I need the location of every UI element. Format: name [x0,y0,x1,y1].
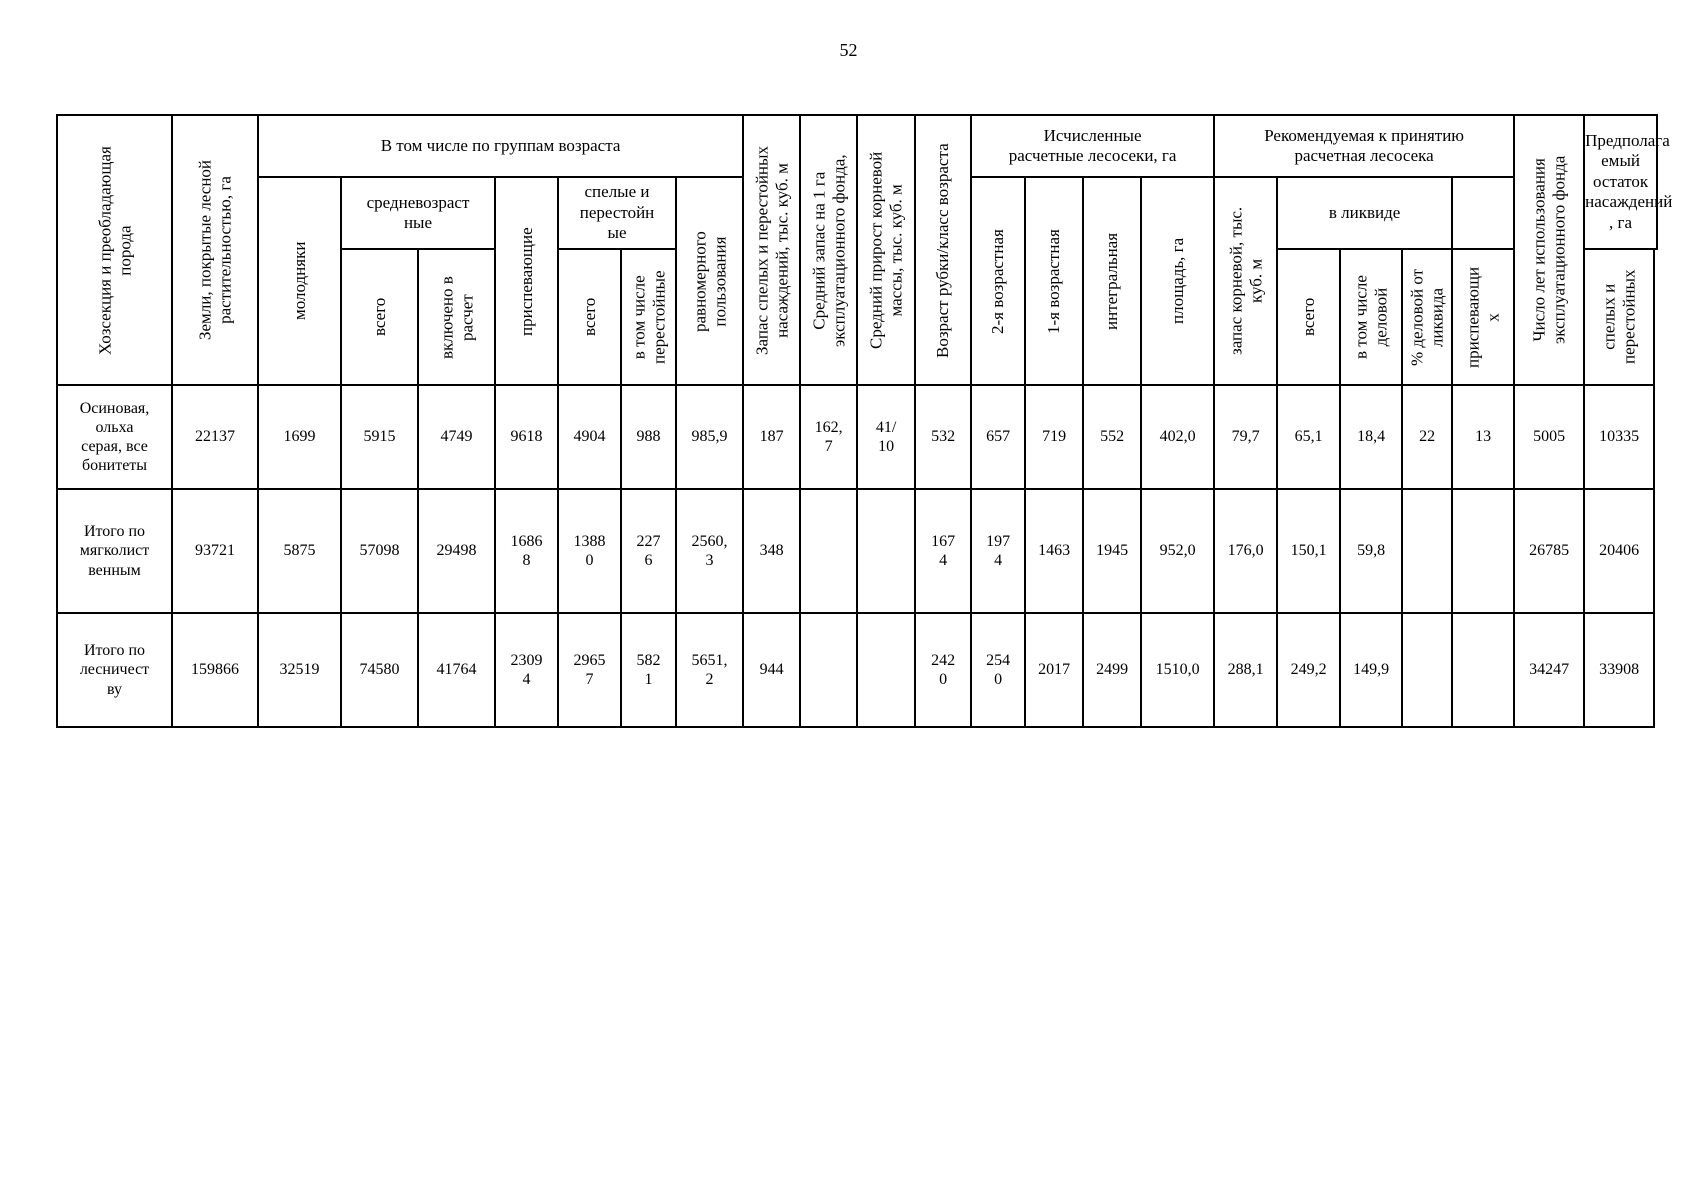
table-cell: 59,8 [1340,489,1402,613]
table-row [57,613,1657,727]
header-prispevayushchie: приспевающие [495,177,558,385]
header-vozrast-rubki: Возраст рубки/класс возраста [915,115,971,385]
header-pervaya-vozrastnaya: 1-я возрастная [1025,177,1083,385]
table-row [57,385,1657,489]
header-ostatok-prisp: приспевающи х [1452,249,1514,385]
header-ostatok: Предполага емый остаток насаждений , га [1584,115,1657,249]
header-srednevozrast: средневозраст ные [341,177,495,249]
table-cell: 985,9 [676,385,743,489]
table-cell: 2560, 3 [676,489,743,613]
table-cell [1402,489,1452,613]
table-cell: 1510,0 [1141,613,1214,727]
table-cell: 162, 7 [800,385,857,489]
table-cell: 4749 [418,385,495,489]
table-cell: 176,0 [1214,489,1277,613]
table-cell: 13 [1452,385,1514,489]
table-cell [1402,613,1452,727]
header-sredniy-prirost: Средний прирост корневой массы, тыс. куб. м [857,115,915,385]
table-cell: 26785 [1514,489,1584,613]
table-cell: 402,0 [1141,385,1214,489]
header-molodnyaki: молодняки [258,177,341,385]
header-sredniy-zapas: Средний запас на 1 га эксплуатационного фонда, [800,115,857,385]
header-v-likvide: в ликвиде [1277,177,1452,249]
header-ploshchad: площадь, га [1141,177,1214,385]
table-cell: 79,7 [1214,385,1277,489]
table-cell: 93721 [172,489,258,613]
header-spelye: спелые и перестойн ые [558,177,676,249]
table-cell [857,613,915,727]
table-cell: 944 [743,613,800,727]
table-cell: 952,0 [1141,489,1214,613]
table-cell: 2499 [1083,613,1141,727]
table-cell: 1686 8 [495,489,558,613]
header-integralnaya: интегральная [1083,177,1141,385]
header-spelye-vsego: всего [558,249,621,385]
table-cell: 187 [743,385,800,489]
table-cell: 2017 [1025,613,1083,727]
table-cell: 1699 [258,385,341,489]
table-cell: 1945 [1083,489,1141,613]
table-cell: 2965 7 [558,613,621,727]
table-cell: 22 [1402,385,1452,489]
table-cell: 5875 [258,489,341,613]
table-row [57,489,1657,613]
table-cell: 657 [971,385,1025,489]
table-cell: 227 6 [621,489,676,613]
table-cell [1452,489,1514,613]
header-likvid-vsego: всего [1277,249,1340,385]
table-cell: 32519 [258,613,341,727]
table-cell: 149,9 [1340,613,1402,727]
header-likvid-percent: % деловой от ликвида [1402,249,1452,385]
table-cell: 1463 [1025,489,1083,613]
header-vtoraya-vozrastnaya: 2-я возрастная [971,177,1025,385]
table-cell: 1388 0 [558,489,621,613]
row-label: Осиновая, ольха серая, все бонитеты [57,385,172,489]
table-cell [1452,613,1514,727]
header-zapas-spelyh: Запас спелых и перестойных насаждений, тыс. куб. м [743,115,800,385]
table-cell: 197 4 [971,489,1025,613]
table-cell: 33908 [1584,613,1654,727]
table-cell: 150,1 [1277,489,1340,613]
table-cell: 2309 4 [495,613,558,727]
table-cell: 65,1 [1277,385,1340,489]
table-cell: 552 [1083,385,1141,489]
table-cell: 29498 [418,489,495,613]
table-cell: 10335 [1584,385,1654,489]
table-cell: 167 4 [915,489,971,613]
header-likvid-delovoy: в том числе деловой [1340,249,1402,385]
table-cell [800,489,857,613]
table-cell: 74580 [341,613,418,727]
table-cell: 5915 [341,385,418,489]
header-srednevozrast-vsego: всего [341,249,418,385]
header-ostatok-spelyh: спелых и перестойных [1584,249,1654,385]
table-cell [857,489,915,613]
table-cell: 5651, 2 [676,613,743,727]
row-label: Итого по мягколист венным [57,489,172,613]
table-cell: 582 1 [621,613,676,727]
table-cell: 20406 [1584,489,1654,613]
forest-table [56,114,1673,728]
table-cell: 288,1 [1214,613,1277,727]
table-cell: 18,4 [1340,385,1402,489]
table-cell: 249,2 [1277,613,1340,727]
header-chislo-let: Число лет использования эксплуатационного фонда [1514,115,1584,385]
table-cell: 5005 [1514,385,1584,489]
table-cell: 159866 [172,613,258,727]
header-ischislennye: Исчисленные расчетные лесосеки, га [971,115,1214,177]
table-cell: 41/ 10 [857,385,915,489]
table-cell: 348 [743,489,800,613]
header-srednevozrast-included: включено в расчет [418,249,495,385]
header-hozsection: Хозсекция и преобладающая порода [57,115,172,385]
header-lands: Земли, покрытые лесной растительностью, га [172,115,258,385]
header-ravnomernogo: равномерного пользования [676,177,743,385]
table-cell: 57098 [341,489,418,613]
data-rows [57,385,1657,727]
table-cell: 22137 [172,385,258,489]
table-cell: 4904 [558,385,621,489]
table-cell: 254 0 [971,613,1025,727]
row-label: Итого по лесничест ву [57,613,172,727]
table-cell: 41764 [418,613,495,727]
table-cell: 988 [621,385,676,489]
table-cell: 9618 [495,385,558,489]
table-cell: 242 0 [915,613,971,727]
page-number: 52 [839,40,858,60]
table-cell: 532 [915,385,971,489]
table-cell: 719 [1025,385,1083,489]
header-zapas-kornevoy: запас корневой, тыс. куб. м [1214,177,1277,385]
header-spelye-vtom: в том числе перестойные [621,249,676,385]
table-cell [800,613,857,727]
header-rekomenduemaya: Рекомендуемая к принятию расчетная лесосека [1214,115,1514,177]
table-cell: 34247 [1514,613,1584,727]
header-age-groups: В том числе по группам возраста [258,115,743,177]
